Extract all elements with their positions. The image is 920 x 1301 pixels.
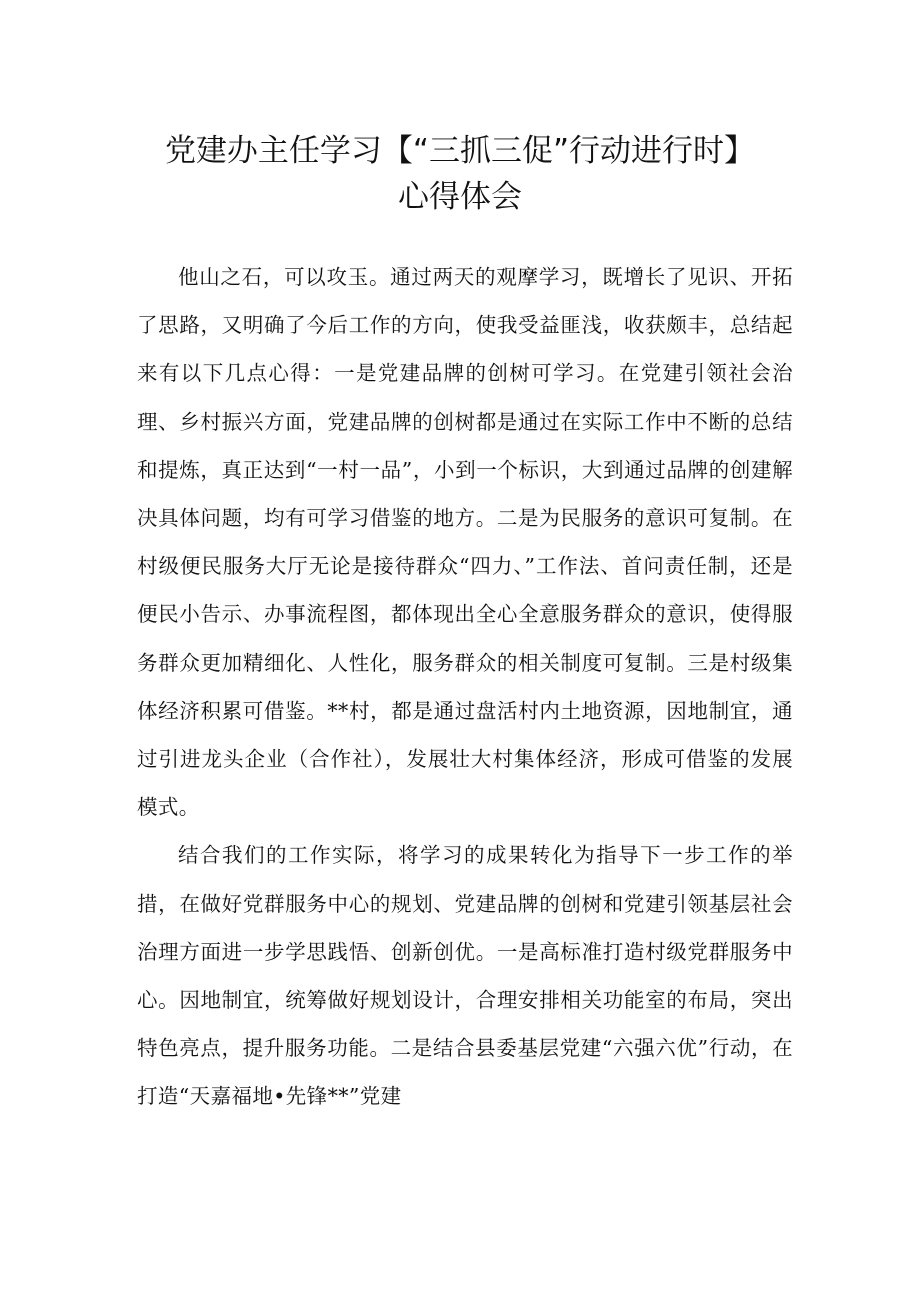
title-line-2: 心得体会 [398,179,522,215]
document-title [0,128,920,220]
title-line-1: 党建办主任学习【“三抓三促”行动进行时】 [164,133,756,169]
paragraph-2: 结合我们的工作实际，将学习的成果转化为指导下一步工作的举措，在做好党群服务中心的规划、党建品牌的创树和党建引领基层社会治理方面进一步学思践悟、创新创优。一是高标准打造村级党群服务中心。因地制宜，统筹做好规划设计，合理安排相关功能室的布局，突出特色亮点，提升服务功能。二是结合县委基层党建“六强六优”行动，在打造“天嘉福地•先锋**”党建 [137,843,793,1109]
paragraph-1: 他山之石，可以攻玉。通过两天的观摩学习，既增长了见识、开拓了思路，又明确了今后工作的方向，使我受益匪浅，收获颇丰，总结起来有以下几点心得：一是党建品牌的创树可学习。在党建引领社会治理、乡村振兴方面，党建品牌的创树都是通过在实际工作中不断的总结和提炼，真正达到“一村一品”，小到一个标识，大到通过品牌的创建解决具体问题，均有可学习借鉴的地方。二是为民服务的意识可复制。在村级便民服务大厅无论是接待群众“四力、”工作法、首问责任制，还是便民小告示、办事流程图，都体现出全心全意服务群众的意识，使得服务群众更加精细化、人性化，服务群众的相关制度可复制。三是村级集体经济积累可借鉴。**村，都是通过盘活村内土地资源，因地制宜，通过引进龙头企业（合作社），发展壮大村集体经济，形成可借鉴的发展模式。 [137,265,793,820]
document-body [137,253,793,1121]
